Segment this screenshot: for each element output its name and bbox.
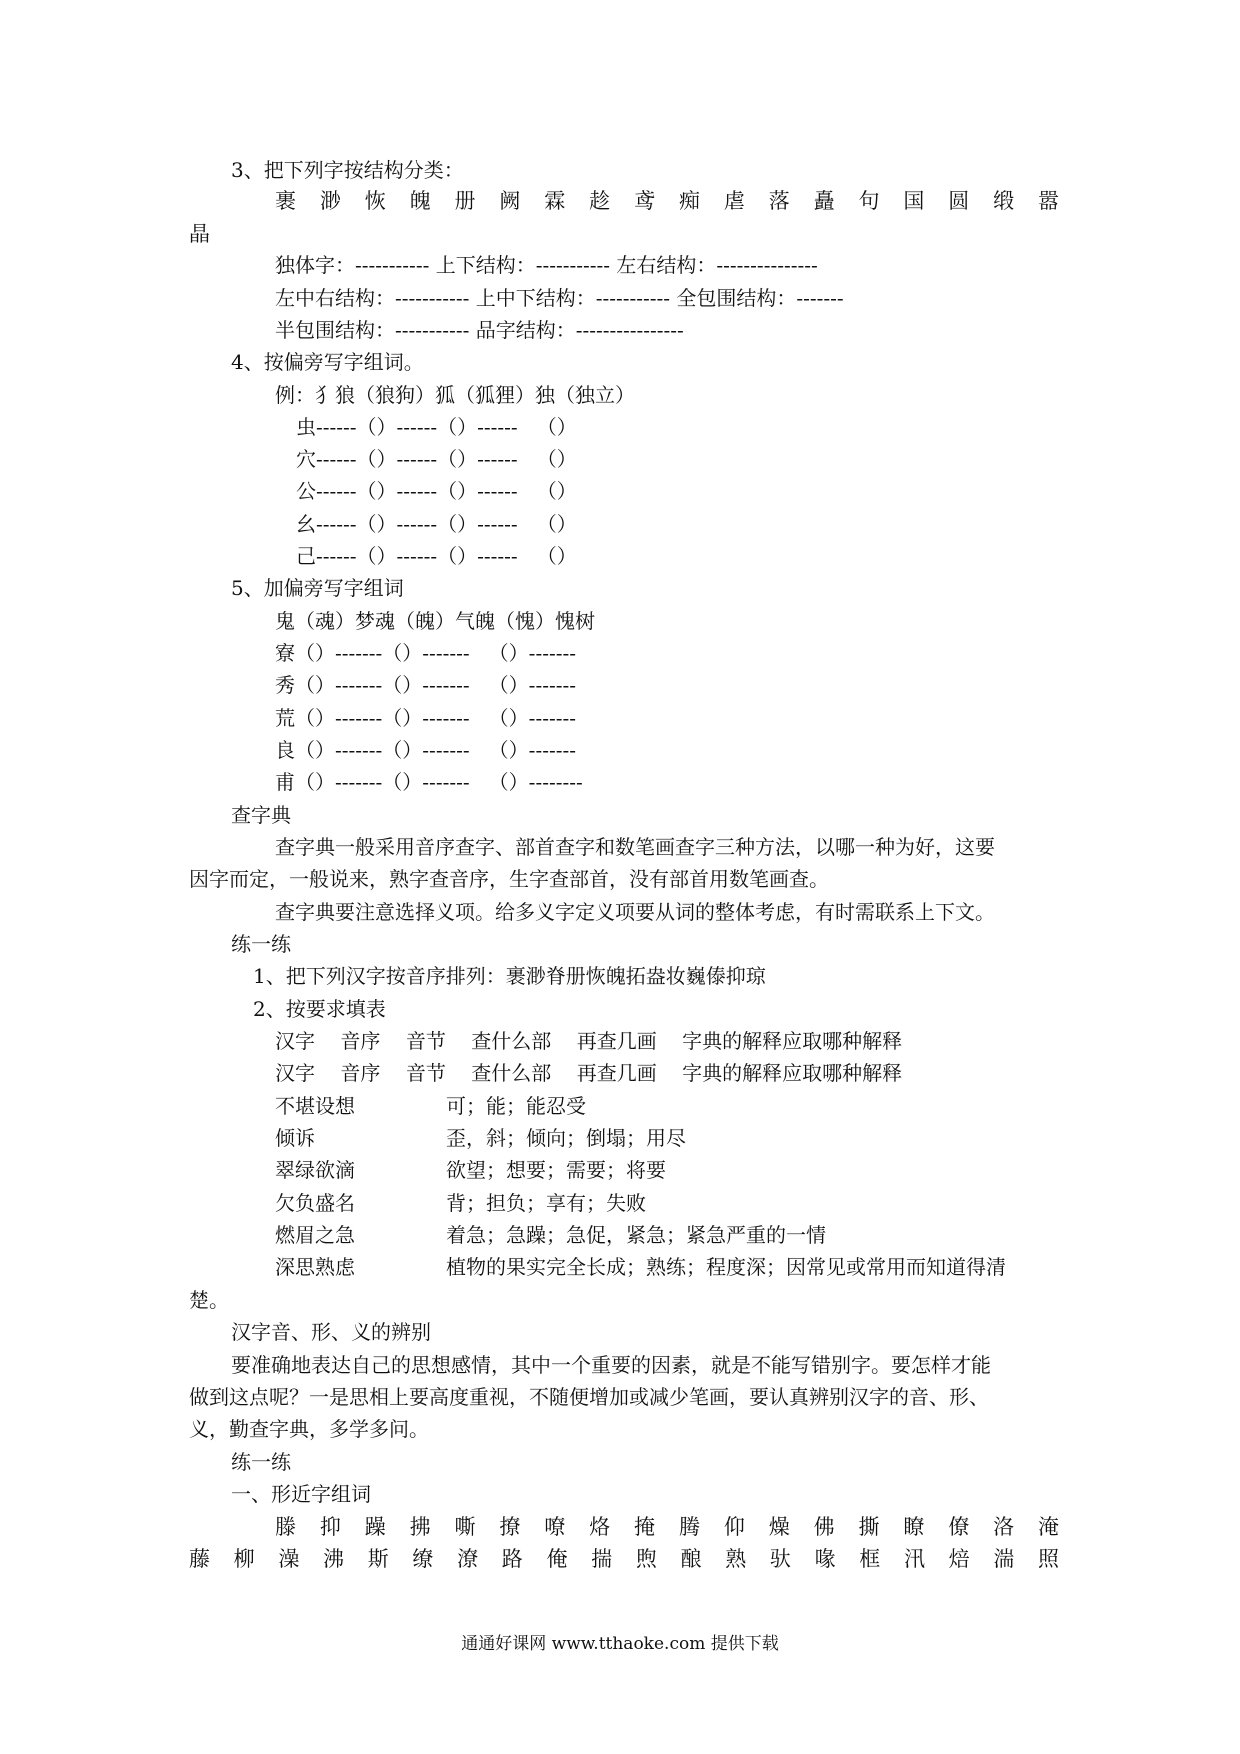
char-cell: 路 (501, 1547, 523, 1571)
char-cell: 晶 (189, 222, 210, 246)
add-radical-row: 甫（）-------（）------- （）-------- (275, 770, 583, 794)
table-row-word: 翠绿欲滴 (275, 1158, 355, 1182)
char-cell: 汛 (903, 1547, 925, 1571)
radical-row: 幺------（）------（）------ （） (296, 512, 577, 536)
char-cell: 喙 (814, 1547, 836, 1571)
char-cell: 俺 (546, 1547, 568, 1571)
distinguish-paragraph-line: 做到这点呢？一是思相上要高度重视，不随便增加或减少笔画，要认真辨别汉字的音、形、 (189, 1385, 989, 1409)
char-cell: 斯 (367, 1547, 389, 1571)
table-row-meaning: 植物的果实完全长成；熟练；程度深；因常见或常用而知道得清 (446, 1255, 1006, 1279)
char-cell: 国 (903, 189, 925, 213)
char-cell: 湍 (993, 1547, 1015, 1571)
char-cell: 揣 (591, 1547, 613, 1571)
table-row-meaning: 背；担负；享有；失败 (446, 1191, 646, 1215)
page-footer: 通通好课网 www.tthaoke.com 提供下载 (461, 1634, 779, 1654)
category-line-3: 半包围结构：----------- 品字结构：---------------- (275, 318, 684, 342)
char-cell: 缎 (993, 189, 1015, 213)
dictionary-paragraph-2: 查字典要注意选择义项。给多义字定义项要从词的整体考虑，有时需联系上下文。 (275, 900, 995, 924)
section-4-example: 例：犭狼（狼狗）狐（狐狸）独（独立） (275, 383, 635, 407)
distinguish-paragraph-line: 要准确地表达自己的思想感情，其中一个重要的因素，就是不能写错别字。要怎样才能 (231, 1353, 991, 1377)
char-cell: 虐 (723, 189, 745, 213)
add-radical-row: 寮（）-------（）------- （）------- (275, 641, 576, 665)
char-cell: 渺 (319, 189, 341, 213)
char-cell: 僚 (948, 1515, 970, 1539)
char-cell: 熟 (725, 1547, 747, 1571)
section-4-heading: 4、按偏旁写字组词。 (231, 350, 424, 374)
char-cell: 佛 (813, 1515, 835, 1539)
practice-heading: 练一练 (231, 932, 291, 956)
practice-2-heading: 练一练 (231, 1450, 291, 1474)
char-cell: 框 (859, 1547, 881, 1571)
table-row-wrap: 楚。 (189, 1288, 229, 1312)
category-line-2: 左中右结构：----------- 上中下结构：----------- 全包围结构：------- (275, 286, 844, 310)
char-cell: 落 (768, 189, 790, 213)
add-radical-row: 荒（）-------（）------- （）------- (275, 706, 576, 730)
radical-row: 穴------（）------（）------ （） (296, 447, 577, 471)
table-row-meaning: 可；能；能忍受 (446, 1094, 586, 1118)
char-cell: 裹 (275, 189, 296, 213)
radical-row: 己------（）------（）------ （） (296, 544, 577, 568)
radical-row: 公------（）------（）------ （） (296, 479, 577, 503)
char-cell: 酿 (680, 1547, 702, 1571)
char-cell: 滕 (275, 1515, 296, 1539)
char-cell: 句 (858, 189, 880, 213)
char-cell: 藤 (189, 1547, 210, 1571)
char-cell: 撩 (499, 1515, 521, 1539)
char-cell: 仰 (723, 1515, 745, 1539)
char-cell: 册 (454, 189, 476, 213)
table-row-word: 深思熟虑 (275, 1255, 355, 1279)
practice-item-2: 2、按要求填表 (253, 997, 386, 1021)
dictionary-paragraph-line: 因字而定，一般说来，熟字查音序，生字查部首，没有部首用数笔画查。 (189, 867, 829, 891)
char-cell: 烙 (589, 1515, 611, 1539)
char-cell: 躁 (364, 1515, 386, 1539)
dictionary-heading: 查字典 (231, 803, 291, 827)
char-cell: 嘶 (454, 1515, 476, 1539)
table-row-word: 燃眉之急 (275, 1223, 355, 1247)
char-cell: 焙 (948, 1547, 970, 1571)
dictionary-paragraph-line: 查字典一般采用音序查字、部首查字和数笔画查字三种方法，以哪一种为好，这要 (275, 835, 995, 859)
char-cell: 沸 (323, 1547, 345, 1571)
char-cell: 阙 (499, 189, 521, 213)
char-cell: 魄 (409, 189, 431, 213)
char-cell: 淹 (1038, 1515, 1059, 1539)
char-cell: 霖 (544, 189, 566, 213)
table-header: 汉字 音序 音节 查什么部 再查几画 字典的解释应取哪种解释 (275, 1029, 903, 1053)
table-row-word: 欠负盛名 (275, 1191, 355, 1215)
char-cell: 澡 (278, 1547, 300, 1571)
char-cell: 趁 (589, 189, 611, 213)
table-row-word: 倾诉 (275, 1126, 315, 1150)
table-row-meaning: 歪，斜；倾向；倒塌；用尽 (446, 1126, 686, 1150)
char-cell: 瞭 (903, 1515, 925, 1539)
category-line-1: 独体字：----------- 上下结构：----------- 左右结构：--------------- (275, 253, 818, 277)
distinguish-paragraph-line: 义，勤查字典，多学多问。 (189, 1417, 429, 1441)
char-cell: 矗 (813, 189, 835, 213)
char-cell: 洛 (993, 1515, 1015, 1539)
practice-item-1: 1、把下列汉字按音序排列：裹渺脊册恢魄拓盎妆巍傣抑琼 (253, 964, 766, 988)
char-cell: 掩 (634, 1515, 656, 1539)
char-cell: 潦 (457, 1547, 479, 1571)
char-cell: 嚣 (1038, 189, 1059, 213)
char-cell: 燥 (768, 1515, 790, 1539)
char-cell: 驮 (769, 1547, 791, 1571)
char-cell: 煦 (635, 1547, 657, 1571)
char-cell: 撕 (858, 1515, 880, 1539)
char-cell: 抑 (319, 1515, 341, 1539)
section-5-example: 鬼（魂）梦魂（魄）气魄（愧）愧树 (275, 609, 595, 633)
section-5-heading: 5、加偏旁写字组词 (231, 576, 404, 600)
char-cell: 恢 (364, 189, 386, 213)
char-cell: 照 (1038, 1547, 1059, 1571)
table-row-meaning: 着急；急躁；急促，紧急；紧急严重的一情 (446, 1223, 826, 1247)
char-cell: 圆 (948, 189, 970, 213)
char-cell: 柳 (233, 1547, 255, 1571)
char-cell: 腾 (678, 1515, 700, 1539)
distinguish-heading: 汉字音、形、义的辨别 (231, 1320, 431, 1344)
similar-char-subheading: 一、形近字组词 (231, 1482, 371, 1506)
add-radical-row: 秀（）-------（）------- （）------- (275, 673, 576, 697)
section-3-heading: 3、把下列字按结构分类： (231, 158, 464, 182)
table-row-meaning: 欲望；想要；需要；将要 (446, 1158, 666, 1182)
add-radical-row: 良（）-------（）------- （）------- (275, 738, 576, 762)
char-cell: 拂 (409, 1515, 431, 1539)
char-cell: 痴 (678, 189, 700, 213)
char-cell: 嘹 (544, 1515, 566, 1539)
radical-row: 虫------（）------（）------ （） (296, 415, 577, 439)
table-row-word: 不堪设想 (275, 1094, 355, 1118)
char-cell: 缭 (412, 1547, 434, 1571)
char-cell: 鸢 (634, 189, 656, 213)
table-header: 汉字 音序 音节 查什么部 再查几画 字典的解释应取哪种解释 (275, 1061, 903, 1085)
